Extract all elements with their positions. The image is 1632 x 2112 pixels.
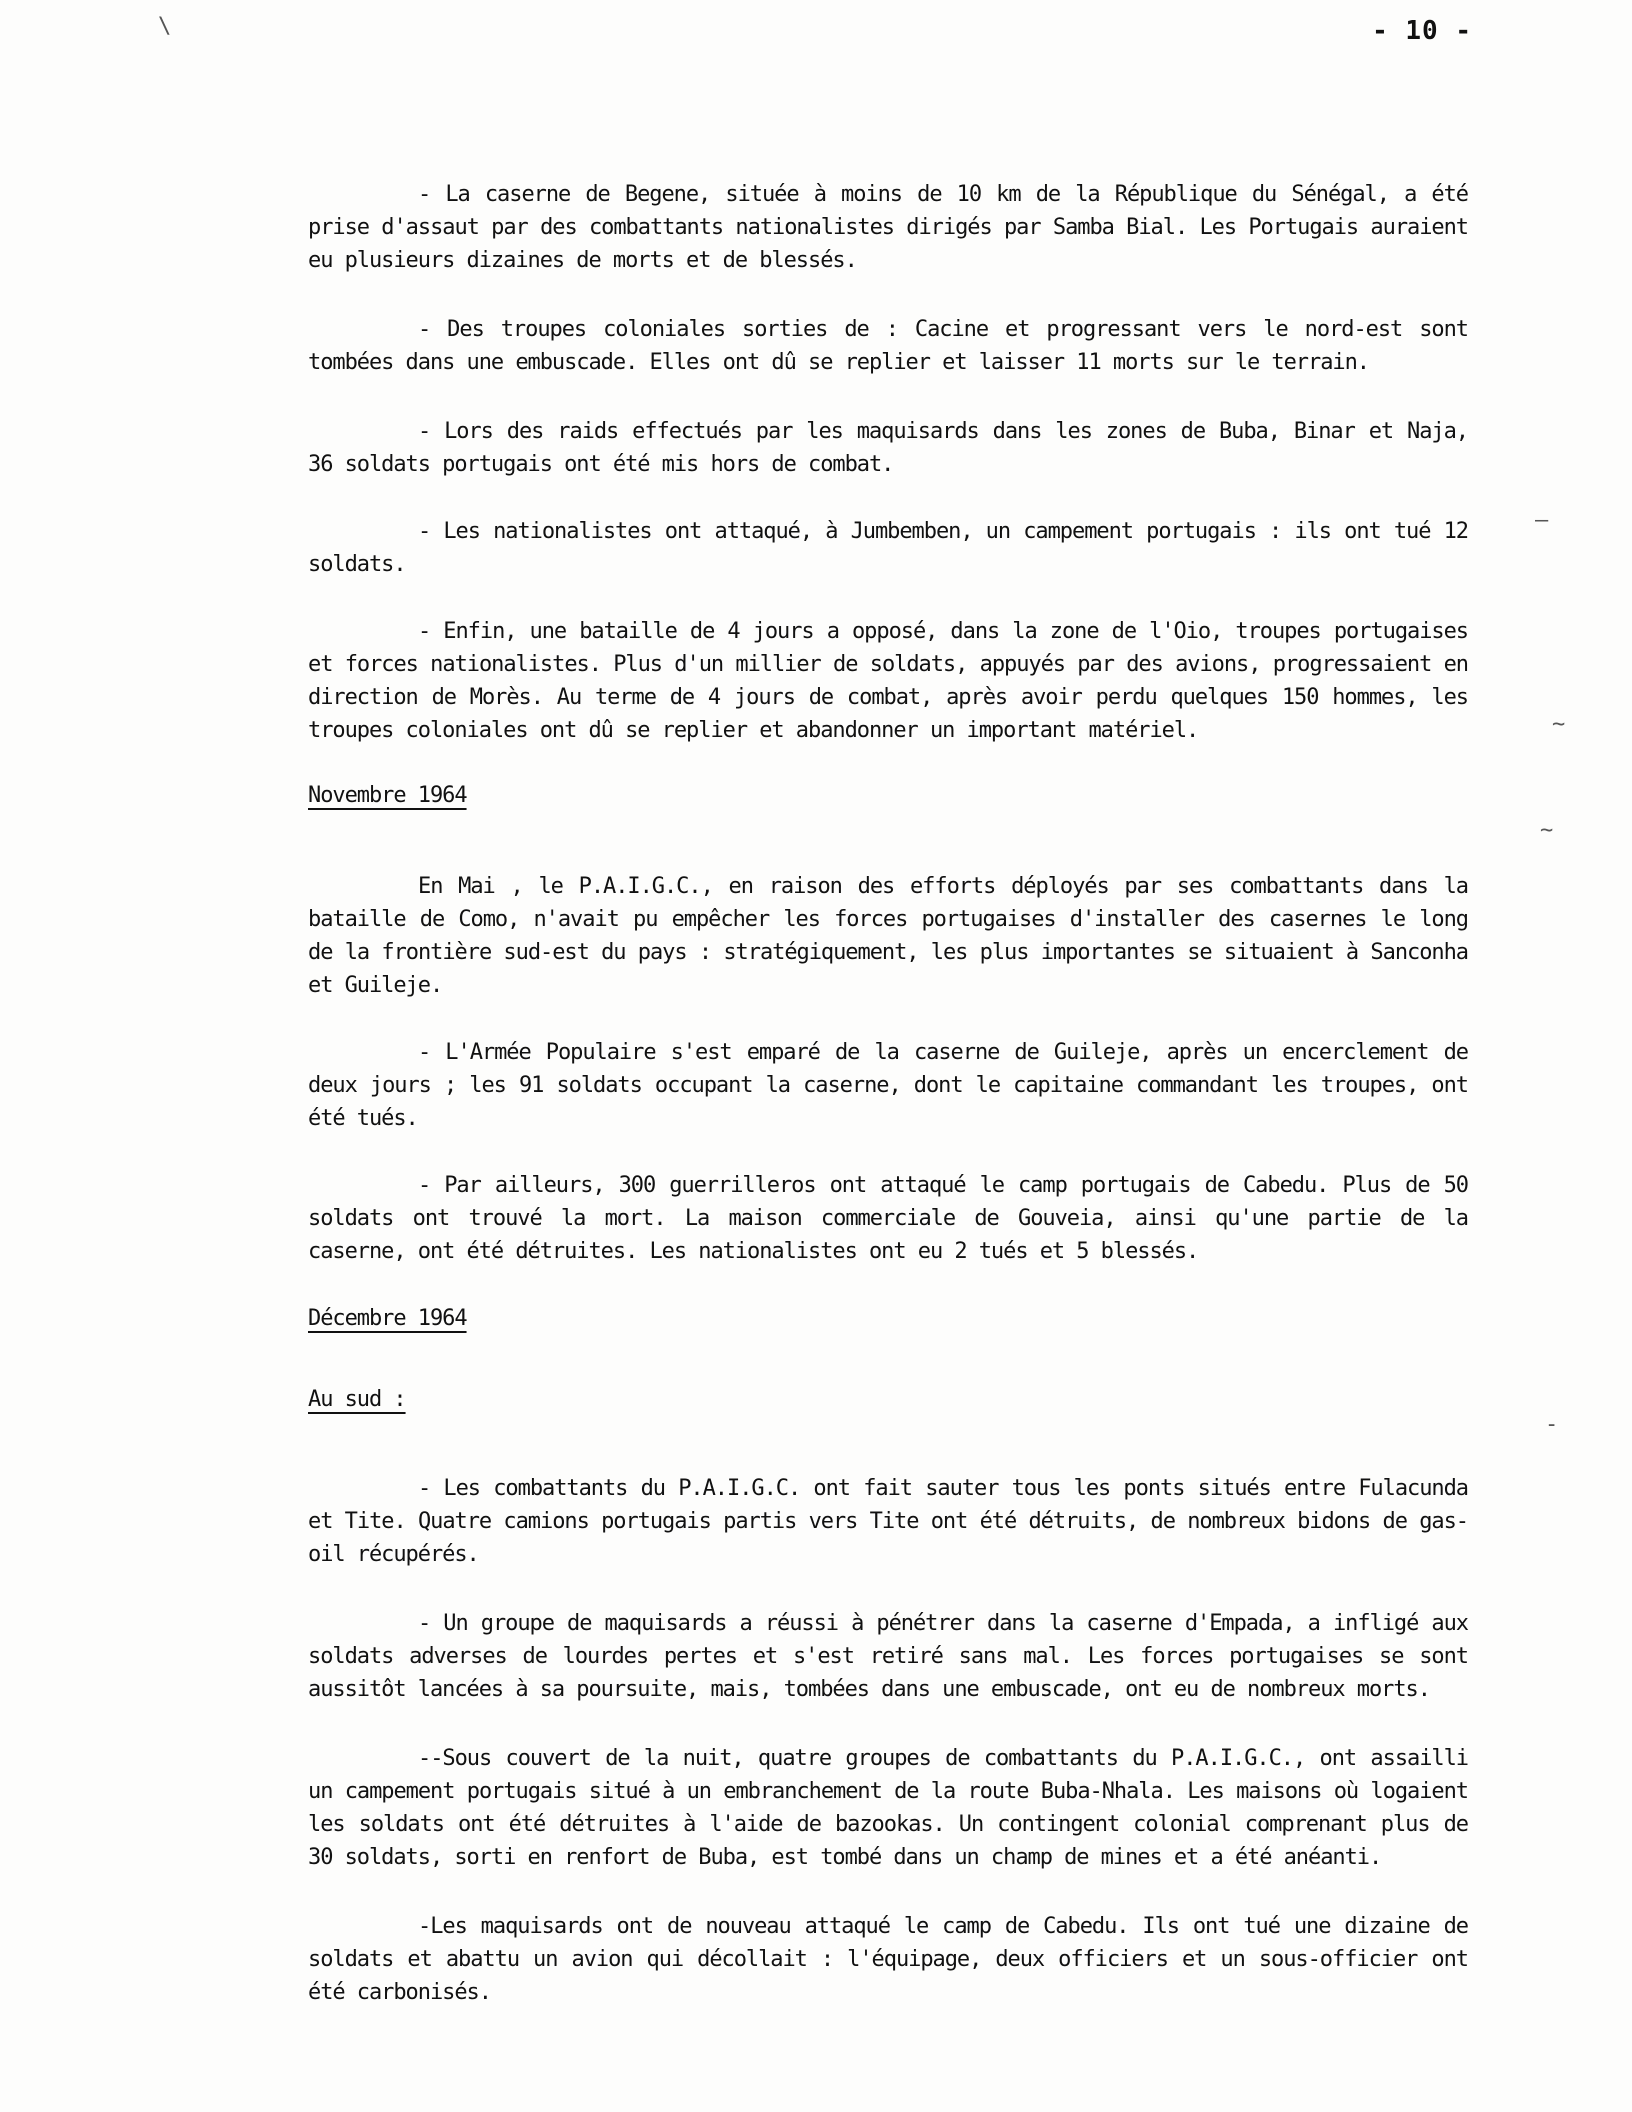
page-number: - 10 - [1372, 16, 1472, 46]
paragraph: -Les maquisards ont de nouveau attaqué le camp de Cabedu. Ils ont tué une dizaine de soldats et abattu un avion qui décollait : l'équipage, deux officiers et un sous-officier ont été carbonisés. [308, 1914, 1468, 2005]
paragraph: - Enfin, une bataille de 4 jours a opposé, dans la zone de l'Oio, troupes portugaises et forces nationalistes. Plus d'un millier de soldats, appuyés par des avions, progressaient en direction de Morès. Au terme de 4 jours de combat, après avoir perdu quelques 150 hommes, les troupes coloniales ont dû se replier et abandonner un important matériel. [308, 619, 1468, 743]
paragraph: - Les nationalistes ont attaqué, à Jumbemben, un campement portugais : ils ont tué 12 soldats. [308, 519, 1468, 577]
paragraph: - Les combattants du P.A.I.G.C. ont fait sauter tous les ponts situés entre Fulacunda et Tite. Quatre camions portugais partis vers Tite ont été détruits, de nombreux bidons de gas-oil récupérés. [308, 1476, 1468, 1567]
scan-mark: \ [158, 14, 172, 39]
scan-mark: ~ [1552, 712, 1566, 737]
section-heading-wrap [308, 779, 1468, 842]
section-heading-au-sud: Au sud : [308, 1387, 406, 1412]
section-heading-decembre: Décembre 1964 [308, 1306, 467, 1331]
paragraph: - Lors des raids effectués par les maquisards dans les zones de Buba, Binar et Naja, 36 soldats portugais ont été mis hors de combat. [308, 419, 1468, 477]
paragraph: - L'Armée Populaire s'est emparé de la caserne de Guileje, après un encerclement de deux jours ; les 91 soldats occupant la caserne, dont le capitaine commandant les troupes, ont été tués. [308, 1040, 1468, 1131]
paragraph: --Sous couvert de la nuit, quatre groupes de combattants du P.A.I.G.C., ont assailli un campement portugais situé à un embranchement de la route Buba-Nhala. Les maisons où logaient les soldats ont été détruites à l'aide de bazookas. Un contingent colonial comprenant plus de 30 soldats, sorti en renfort de Buba, est tombé dans un champ de mines et a été anéanti. [308, 1746, 1468, 1870]
section-heading-wrap [308, 1302, 1468, 1365]
scan-mark: — [1535, 508, 1549, 533]
section-heading-wrap [308, 1383, 1468, 1446]
paragraph: - La caserne de Begene, située à moins de 10 km de la République du Sénégal, a été prise d'assaut par des combattants nationalistes dirigés par Samba Bial. Les Portugais auraient eu plusieurs dizaines de morts et de blessés. [308, 182, 1468, 273]
paragraph: - Un groupe de maquisards a réussi à pénétrer dans la caserne d'Empada, a infligé aux soldats adverses de lourdes pertes et s'est retiré sans mal. Les forces portugaises se sont aussitôt lancées à sa poursuite, mais, tombées dans une embuscade, ont eu de nombreux morts. [308, 1611, 1468, 1702]
paragraph: En Mai , le P.A.I.G.C., en raison des efforts déployés par ses combattants dans la bataille de Como, n'avait pu empêcher les forces portugaises d'installer des casernes le long de la frontière sud-est du pays : stratégiquement, les plus importantes se situaient à Sanconha et Guileje. [308, 874, 1468, 998]
scan-mark: ~ [1540, 818, 1554, 843]
document-body [308, 178, 1468, 2009]
section-heading-novembre: Novembre 1964 [308, 783, 467, 808]
paragraph: - Par ailleurs, 300 guerrilleros ont attaqué le camp portugais de Cabedu. Plus de 50 soldats ont trouvé la mort. La maison commerciale de Gouveia, ainsi qu'une partie de la caserne, ont été détruites. Les nationalistes ont eu 2 tués et 5 blessés. [308, 1173, 1468, 1264]
paragraph: - Des troupes coloniales sorties de : Cacine et progressant vers le nord-est sont tombées dans une embuscade. Elles ont dû se replier et laisser 11 morts sur le terrain. [308, 317, 1468, 375]
scan-mark: - [1545, 1412, 1559, 1437]
